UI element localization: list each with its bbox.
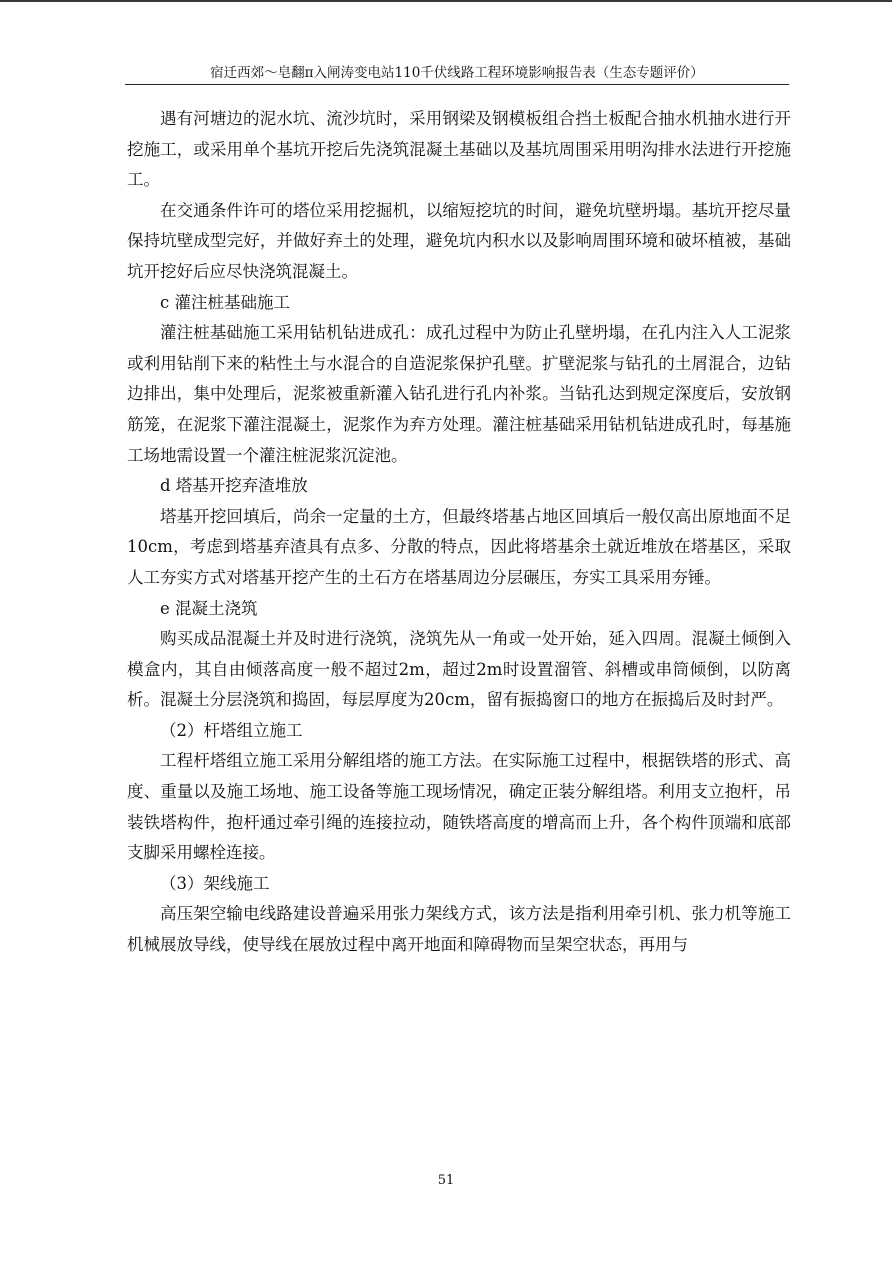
paragraph-stringing: 高压架空输电线路建设普遍采用张力架线方式，该方法是指利用牵引机、张力机等施工机械展放导线，使导线在展放过程中离开地面和障碍物而呈架空状态，再用与 [127, 904, 791, 955]
paragraph-spoil-stacking: 塔基开挖回填后，尚余一定量的土方，但最终塔基占地区回填后一般仅高出原地面不足10cm，考虑到塔基弃渣具有点多、分散的特点，因此将塔基余土就近堆放在塔基区，采取人工夯实方式对塔基开挖产生的土石方在塔基周边分层碾压，夯实工具采用夯锤。 [127, 506, 791, 587]
top-border-line [0, 0, 892, 2]
heading-bored-pile: c 灌注桩基础施工 [160, 292, 290, 312]
header-rule [125, 84, 789, 85]
paragraph-mud-pit-excavation: 遇有河塘边的泥水坑、流沙坑时，采用钢梁及钢模板组合挡土板配合抽水机抽水进行开挖施工，或采用单个基坑开挖后先浇筑混凝土基础以及基坑周围采用明沟排水法进行开挖施工。 [127, 109, 791, 190]
page-number: 51 [437, 1173, 455, 1188]
heading-stringing: （3）架线施工 [160, 873, 270, 893]
heading-spoil-stacking: d 塔基开挖弃渣堆放 [160, 476, 308, 496]
paragraph-tower-erection: 工程杆塔组立施工采用分解组塔的施工方法。在实际施工过程中，根据铁塔的形式、高度、重量以及施工场地、施工设备等施工现场情况，确定正装分解组塔。利用支立抱杆，吊装铁塔构件，抱杆通过牵引绳的连接拉动，随铁塔高度的增高而上升，各个构件顶端和底部支脚采用螺栓连接。 [127, 751, 791, 863]
heading-tower-erection: （2）杆塔组立施工 [160, 720, 303, 740]
paragraph-excavator-usage: 在交通条件许可的塔位采用挖掘机，以缩短挖坑的时间，避免坑壁坍塌。基坑开挖尽量保持坑壁成型完好，并做好弃土的处理，避免坑内积水以及影响周围环境和破坏植被，基础坑开挖好后应尽快浇筑混凝土。 [127, 200, 791, 281]
document-body [127, 104, 791, 961]
heading-concrete-pouring: e 混凝土浇筑 [160, 598, 258, 618]
paragraph-concrete-pouring: 购买成品混凝土并及时进行浇筑，浇筑先从一角或一处开始，延入四周。混凝土倾倒入模盒内，其自由倾落高度一般不超过2m，超过2m时设置溜管、斜槽或串筒倾倒，以防离析。混凝土分层浇筑和捣固，每层厚度为20cm，留有振捣窗口的地方在振捣后及时封严。 [127, 629, 791, 710]
running-header: 宿迁西郊～皂翻π入闸涛变电站110千伏线路工程环境影响报告表（生态专题评价） [210, 65, 704, 81]
paragraph-bored-pile: 灌注桩基础施工采用钻机钻进成孔：成孔过程中为防止孔壁坍塌，在孔内注入人工泥浆或利用钻削下来的粘性土与水混合的自造泥浆保护孔壁。扩壁泥浆与钻孔的土屑混合，边钻边排出，集中处理后，泥浆被重新灌入钻孔进行孔内补浆。当钻孔达到规定深度后，安放钢筋笼，在泥浆下灌注混凝土，泥浆作为弃方处理。灌注桩基础采用钻机钻进成孔时，每基施工场地需设置一个灌注桩泥浆沉淀池。 [127, 323, 791, 465]
